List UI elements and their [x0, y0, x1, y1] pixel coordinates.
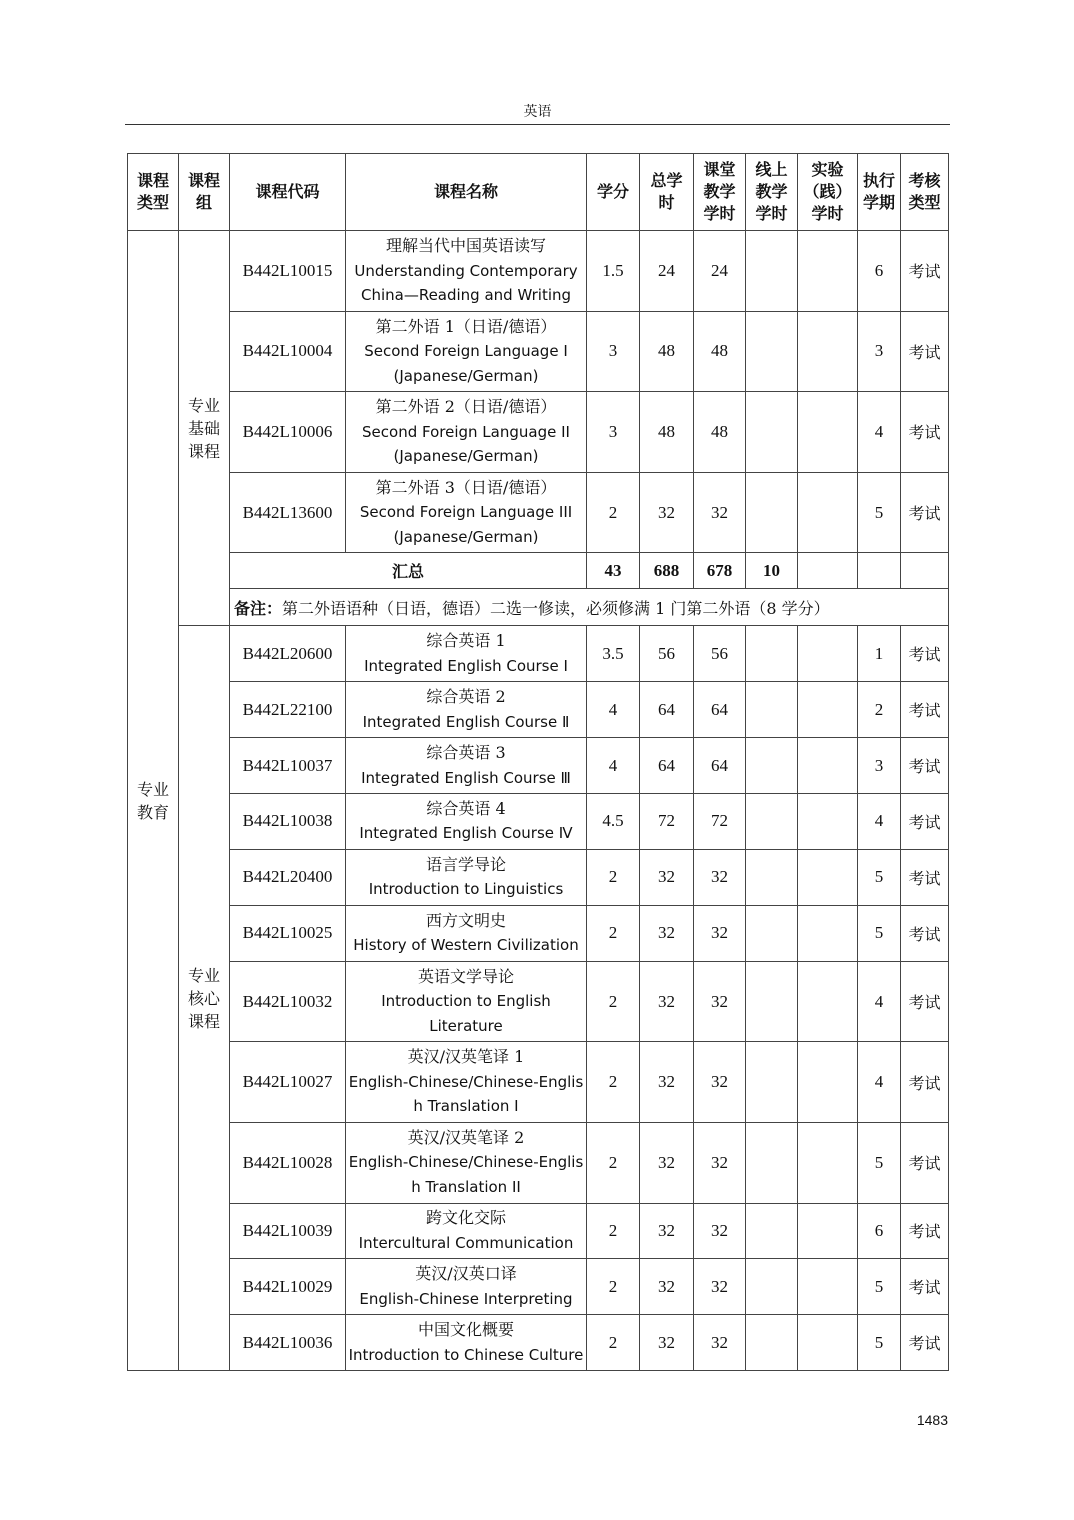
total-hours: 64: [640, 738, 694, 794]
table-row: [128, 738, 949, 794]
note-label: 备注：: [234, 598, 283, 618]
summary-row: [128, 553, 949, 589]
page-header: 英语: [125, 102, 950, 125]
lab-hours: [798, 682, 858, 738]
course-name: [346, 794, 587, 850]
class-hours: 32: [694, 1259, 746, 1315]
text-line: 课程: [187, 171, 220, 190]
text-line: 英汉/汉英笔译 2: [407, 1127, 525, 1147]
course-code: B442L10032: [230, 961, 346, 1042]
semester: 4: [858, 392, 901, 473]
lab-hours: [798, 1122, 858, 1203]
online-hours: [746, 472, 798, 553]
semester: 5: [858, 905, 901, 961]
course-name: [346, 961, 587, 1042]
empty-cell: [901, 553, 949, 589]
online-hours: [746, 231, 798, 312]
online-hours: [746, 794, 798, 850]
column-header: [179, 154, 230, 231]
online-hours: [746, 738, 798, 794]
column-header: [346, 154, 587, 231]
text-line: (Japanese/German): [393, 447, 539, 466]
exam-type: 考试: [901, 738, 949, 794]
page-number: 1483: [916, 1412, 948, 1428]
lab-hours: [798, 905, 858, 961]
text-line: 教学: [755, 182, 788, 201]
note-cell: [230, 589, 949, 626]
semester: 4: [858, 794, 901, 850]
course-code: B442L10039: [230, 1203, 346, 1259]
course-code: B442L22100: [230, 682, 346, 738]
total-hours: 56: [640, 626, 694, 682]
class-hours: 32: [694, 961, 746, 1042]
online-hours: [746, 1315, 798, 1371]
semester: 5: [858, 1315, 901, 1371]
lab-hours: [798, 794, 858, 850]
course-code: B442L13600: [230, 472, 346, 553]
lab-hours: [798, 1042, 858, 1123]
text-line: Integrated English Course Ⅱ: [362, 712, 570, 731]
text-line: Introduction to Linguistics: [368, 880, 564, 899]
group-cell: [179, 231, 230, 626]
text-line: Integrated English Course Ⅲ: [361, 768, 571, 787]
text-line: 课程: [187, 441, 220, 461]
exam-type: 考试: [901, 626, 949, 682]
class-hours: 32: [694, 905, 746, 961]
total-hours: 32: [640, 1315, 694, 1371]
semester: 2: [858, 682, 901, 738]
course-credit: 3: [587, 392, 640, 473]
text-line: 线上: [755, 160, 788, 179]
table-row: [128, 1122, 949, 1203]
class-hours: 32: [694, 1122, 746, 1203]
class-hours: 56: [694, 626, 746, 682]
course-credit: 3.5: [587, 626, 640, 682]
text-line: (Japanese/German): [393, 527, 539, 546]
semester: 5: [858, 1259, 901, 1315]
total-hours: 32: [640, 472, 694, 553]
text-line: English-Chinese Interpreting: [359, 1289, 573, 1308]
column-header: [128, 154, 179, 231]
text-line: 类型: [136, 193, 169, 212]
text-line: 教育: [136, 802, 169, 822]
exam-type: 考试: [901, 1122, 949, 1203]
table-row: [128, 905, 949, 961]
column-header: [858, 154, 901, 231]
exam-type: 考试: [901, 472, 949, 553]
course-code: B442L10027: [230, 1042, 346, 1123]
text-line: 课程: [187, 1011, 220, 1031]
lab-hours: [798, 1259, 858, 1315]
table-row: [128, 311, 949, 392]
semester: 6: [858, 1203, 901, 1259]
group-cell: [179, 626, 230, 1371]
column-header: [901, 154, 949, 231]
total-hours: 32: [640, 961, 694, 1042]
course-code: B442L20400: [230, 849, 346, 905]
lab-hours: [798, 961, 858, 1042]
course-code: B442L10037: [230, 738, 346, 794]
course-name: [346, 1259, 587, 1315]
class-hours: 32: [694, 849, 746, 905]
text-line: English-Chinese/Chinese-Englis: [348, 1072, 584, 1091]
course-credit: 4: [587, 738, 640, 794]
course-credit: 1.5: [587, 231, 640, 312]
text-line: 考核: [908, 171, 941, 190]
table-row: [128, 392, 949, 473]
online-hours: [746, 1259, 798, 1315]
empty-cell: [798, 553, 858, 589]
text-line: Second Foreign Language I: [364, 342, 568, 361]
text-line: h Translation II: [411, 1177, 521, 1196]
course-code: B442L10028: [230, 1122, 346, 1203]
text-line: 总学: [650, 171, 683, 190]
semester: 6: [858, 231, 901, 312]
course-name: [346, 682, 587, 738]
column-header: [587, 154, 640, 231]
exam-type: 考试: [901, 961, 949, 1042]
text-line: Second Foreign Language II: [362, 422, 570, 441]
semester: 1: [858, 626, 901, 682]
column-header: [746, 154, 798, 231]
total-hours: 48: [640, 392, 694, 473]
class-hours: 24: [694, 231, 746, 312]
course-code: B442L10029: [230, 1259, 346, 1315]
online-hours: [746, 392, 798, 473]
total-hours: 32: [640, 905, 694, 961]
lab-hours: [798, 392, 858, 473]
course-credit: 2: [587, 1203, 640, 1259]
online-hours: [746, 849, 798, 905]
table-row: [128, 961, 949, 1042]
online-hours: [746, 1122, 798, 1203]
semester: 4: [858, 1042, 901, 1123]
table-row: [128, 1042, 949, 1123]
text-line: 专业: [187, 965, 220, 985]
semester: 5: [858, 849, 901, 905]
exam-type: 考试: [901, 311, 949, 392]
course-credit: 4: [587, 682, 640, 738]
course-name: [346, 311, 587, 392]
exam-type: 考试: [901, 1203, 949, 1259]
online-hours: [746, 626, 798, 682]
text-line: （践）: [803, 182, 852, 201]
text-line: 第二外语 2（日语/德语）: [375, 397, 557, 417]
text-line: 课堂: [703, 160, 736, 179]
class-hours: 32: [694, 1203, 746, 1259]
text-line: China—Reading and Writing: [360, 286, 572, 305]
column-header: [694, 154, 746, 231]
course-name: [346, 392, 587, 473]
text-line: 课程代码: [255, 182, 320, 201]
course-name: [346, 1042, 587, 1123]
course-code: B442L10004: [230, 311, 346, 392]
exam-type: 考试: [901, 1259, 949, 1315]
course-code: B442L10006: [230, 392, 346, 473]
lab-hours: [798, 626, 858, 682]
total-hours: 32: [640, 849, 694, 905]
text-line: 学时: [811, 204, 844, 223]
exam-type: 考试: [901, 1042, 949, 1123]
empty-cell: [858, 553, 901, 589]
table-row: [128, 1315, 949, 1371]
semester: 4: [858, 961, 901, 1042]
lab-hours: [798, 311, 858, 392]
semester: 3: [858, 311, 901, 392]
table-row: [128, 626, 949, 682]
table-row: [128, 472, 949, 553]
class-hours: 64: [694, 738, 746, 794]
course-credit: 4.5: [587, 794, 640, 850]
course-code: B442L10015: [230, 231, 346, 312]
text-line: 学期: [862, 193, 895, 212]
lab-hours: [798, 1315, 858, 1371]
semester: 3: [858, 738, 901, 794]
exam-type: 考试: [901, 905, 949, 961]
summary-label: 汇总: [230, 553, 587, 589]
table-header-row: [128, 154, 949, 231]
text-line: 时: [658, 193, 675, 212]
class-hours: 72: [694, 794, 746, 850]
online-hours: [746, 682, 798, 738]
column-header: [230, 154, 346, 231]
text-line: Second Foreign Language III: [359, 503, 573, 522]
text-line: 专业: [136, 779, 169, 799]
summary-class-hours: 678: [694, 553, 746, 589]
summary-online-hours: 10: [746, 553, 798, 589]
total-hours: 48: [640, 311, 694, 392]
course-credit: 3: [587, 311, 640, 392]
total-hours: 32: [640, 1203, 694, 1259]
online-hours: [746, 1203, 798, 1259]
lab-hours: [798, 231, 858, 312]
class-hours: 48: [694, 311, 746, 392]
text-line: 语言学导论: [425, 854, 506, 874]
text-line: 英语文学导论: [417, 966, 514, 986]
table-row: [128, 1203, 949, 1259]
total-hours: 32: [640, 1122, 694, 1203]
class-hours: 64: [694, 682, 746, 738]
table-row: [128, 849, 949, 905]
text-line: 综合英语 4: [426, 798, 506, 818]
note-row: [128, 589, 949, 626]
text-line: 英汉/汉英口译: [415, 1264, 517, 1284]
text-line: 西方文明史: [425, 910, 506, 930]
summary-credit: 43: [587, 553, 640, 589]
text-line: Introduction to Chinese Culture: [348, 1345, 584, 1364]
text-line: 课程名称: [433, 182, 498, 201]
text-line: 综合英语 3: [426, 743, 506, 763]
course-credit: 2: [587, 905, 640, 961]
text-line: 第二外语 1（日语/德语）: [375, 316, 557, 336]
text-line: 核心: [187, 988, 220, 1008]
course-code: B442L20600: [230, 626, 346, 682]
text-line: History of Western Civilization: [353, 936, 579, 955]
table-row: [128, 682, 949, 738]
course-credit: 2: [587, 1259, 640, 1315]
table-body: [128, 231, 949, 1371]
class-hours: 32: [694, 1042, 746, 1123]
exam-type: 考试: [901, 794, 949, 850]
course-table: [127, 153, 949, 1371]
course-credit: 2: [587, 961, 640, 1042]
text-line: 教学: [703, 182, 736, 201]
course-name: [346, 472, 587, 553]
text-line: 基础: [187, 418, 220, 438]
text-line: 实验: [811, 160, 844, 179]
text-line: 类型: [908, 193, 941, 212]
total-hours: 24: [640, 231, 694, 312]
text-line: Literature: [429, 1016, 503, 1035]
online-hours: [746, 905, 798, 961]
text-line: Integrated English Course Ⅳ: [359, 824, 573, 843]
table-row: [128, 1259, 949, 1315]
course-code: B442L10025: [230, 905, 346, 961]
course-credit: 2: [587, 472, 640, 553]
note-text: 第二外语语种（日语，德语）二选一修读，必须修满 1 门第二外语（8 学分）: [282, 598, 830, 618]
online-hours: [746, 961, 798, 1042]
category-cell: [128, 231, 179, 1371]
lab-hours: [798, 738, 858, 794]
text-line: English-Chinese/Chinese-Englis: [348, 1153, 584, 1172]
text-line: 综合英语 2: [426, 687, 506, 707]
text-line: h Translation I: [413, 1097, 519, 1116]
total-hours: 32: [640, 1259, 694, 1315]
text-line: 学时: [755, 204, 788, 223]
text-line: 第二外语 3（日语/德语）: [375, 477, 557, 497]
table-row: [128, 231, 949, 312]
text-line: 中国文化概要: [417, 1320, 514, 1340]
total-hours: 32: [640, 1042, 694, 1123]
course-credit: 2: [587, 1315, 640, 1371]
course-name: [346, 1315, 587, 1371]
course-credit: 2: [587, 849, 640, 905]
text-line: 学时: [703, 204, 736, 223]
column-header: [640, 154, 694, 231]
summary-total-hours: 688: [640, 553, 694, 589]
course-name: [346, 1122, 587, 1203]
exam-type: 考试: [901, 231, 949, 312]
course-name: [346, 231, 587, 312]
course-credit: 2: [587, 1042, 640, 1123]
course-code: B442L10038: [230, 794, 346, 850]
total-hours: 72: [640, 794, 694, 850]
text-line: 专业: [187, 395, 220, 415]
text-line: 英汉/汉英笔译 1: [407, 1047, 525, 1067]
lab-hours: [798, 1203, 858, 1259]
text-line: 课程: [136, 171, 169, 190]
text-line: (Japanese/German): [393, 366, 539, 385]
exam-type: 考试: [901, 1315, 949, 1371]
course-name: [346, 905, 587, 961]
table-row: [128, 794, 949, 850]
text-line: Intercultural Communication: [358, 1233, 574, 1252]
course-name: [346, 1203, 587, 1259]
text-line: Understanding Contemporary: [354, 261, 578, 280]
course-name: [346, 626, 587, 682]
class-hours: 32: [694, 472, 746, 553]
text-line: Integrated English Course Ⅰ: [364, 656, 568, 675]
semester: 5: [858, 472, 901, 553]
total-hours: 64: [640, 682, 694, 738]
text-line: 理解当代中国英语读写: [385, 236, 546, 256]
course-name: [346, 738, 587, 794]
lab-hours: [798, 472, 858, 553]
class-hours: 48: [694, 392, 746, 473]
semester: 5: [858, 1122, 901, 1203]
lab-hours: [798, 849, 858, 905]
course-code: B442L10036: [230, 1315, 346, 1371]
text-line: 学分: [596, 182, 629, 201]
exam-type: 考试: [901, 392, 949, 473]
course-credit: 2: [587, 1122, 640, 1203]
online-hours: [746, 311, 798, 392]
text-line: 综合英语 1: [426, 631, 506, 651]
text-line: 跨文化交际: [425, 1208, 506, 1228]
text-line: Introduction to English: [381, 992, 551, 1011]
exam-type: 考试: [901, 682, 949, 738]
text-line: 组: [195, 193, 212, 212]
course-name: [346, 849, 587, 905]
class-hours: 32: [694, 1315, 746, 1371]
exam-type: 考试: [901, 849, 949, 905]
column-header: [798, 154, 858, 231]
text-line: 执行: [862, 171, 895, 190]
online-hours: [746, 1042, 798, 1123]
